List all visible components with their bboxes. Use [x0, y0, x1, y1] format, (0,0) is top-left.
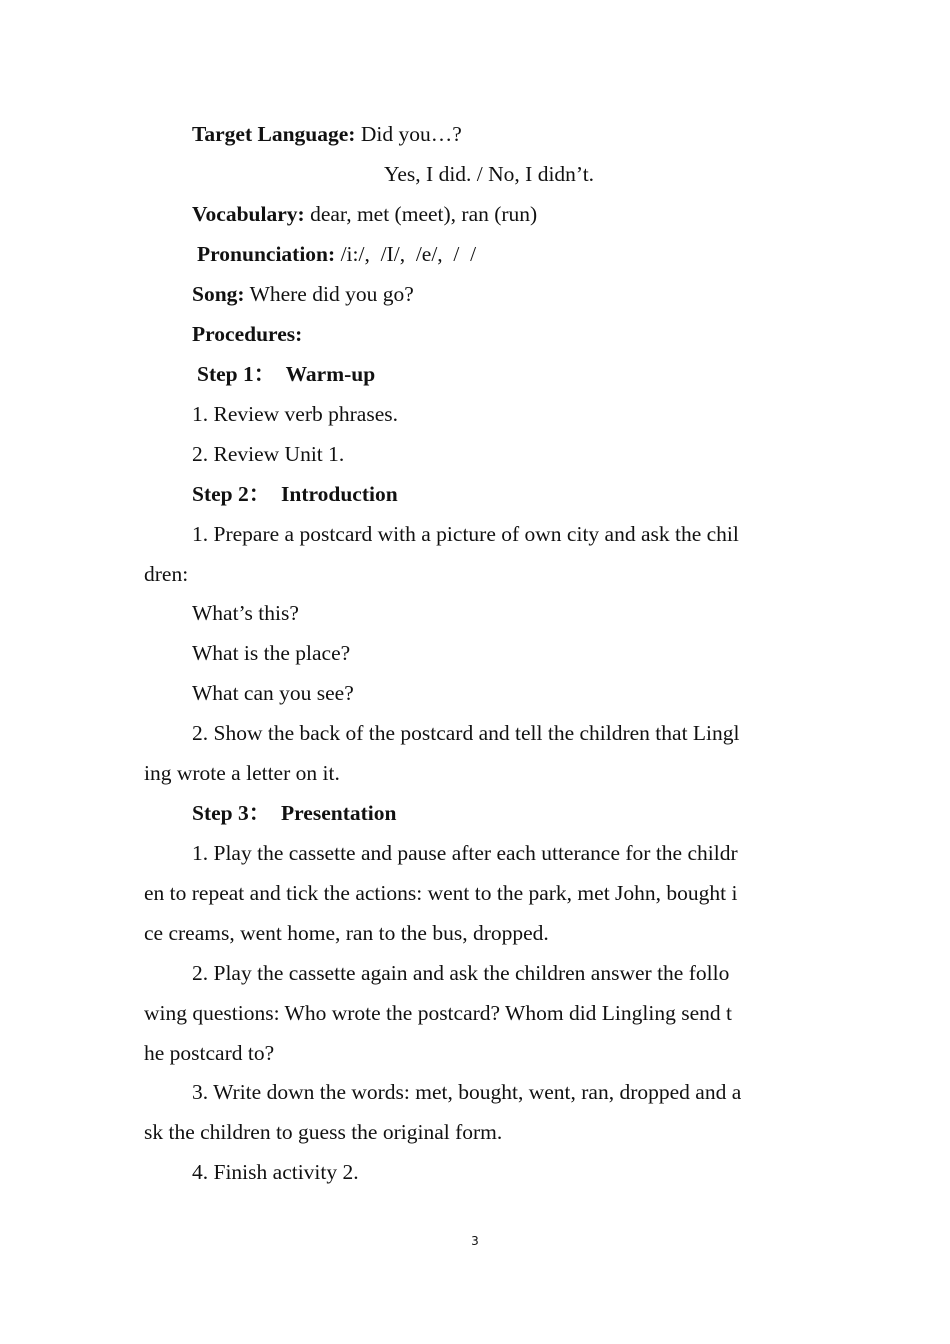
target-language-label: Target Language:	[192, 122, 356, 146]
vocabulary-text: dear, met (meet), ran (run)	[304, 202, 538, 226]
pronunciation-label: Pronunciation:	[197, 242, 336, 266]
step2-question: What is the place?	[192, 641, 351, 665]
procedures-heading: Procedures:	[192, 322, 303, 346]
song-line	[192, 282, 414, 306]
target-language-line	[192, 122, 462, 146]
step3-item1-line: ce creams, went home, ran to the bus, dropped.	[144, 921, 549, 945]
step3-item3-line: 3. Write down the words: met, bought, went, ran, dropped and a	[192, 1080, 742, 1104]
step1-item: 2. Review Unit 1.	[192, 442, 345, 466]
step3-item2-line: 2. Play the cassette again and ask the children answer the follo	[192, 961, 730, 985]
step1-heading: Step 1： Warm-up	[197, 362, 376, 386]
step2-item2-line: ing wrote a letter on it.	[144, 761, 340, 785]
pronunciation-text: /i:/, /I/, /e/, / /	[335, 242, 477, 266]
vocabulary-line	[192, 202, 537, 226]
step3-item2-line: he postcard to?	[144, 1041, 275, 1065]
step2-question: What’s this?	[192, 601, 299, 625]
target-language-text: Did you…?	[355, 122, 462, 146]
step2-item1-line: dren:	[144, 562, 189, 586]
step2-item2-line: 2. Show the back of the postcard and tell the children that Lingl	[192, 721, 740, 745]
target-language-answer: Yes, I did. / No, I didn’t.	[384, 162, 595, 186]
pronunciation-line	[197, 242, 476, 266]
page-number: 3	[471, 1234, 479, 1248]
step3-item2-line: wing questions: Who wrote the postcard? Whom did Lingling send t	[144, 1001, 732, 1025]
step2-question: What can you see?	[192, 681, 354, 705]
step1-item: 1. Review verb phrases.	[192, 402, 398, 426]
vocabulary-label: Vocabulary:	[192, 202, 305, 226]
step2-item1-line: 1. Prepare a postcard with a picture of own city and ask the chil	[192, 522, 739, 546]
step3-heading: Step 3： Presentation	[192, 801, 397, 825]
song-text: Where did you go?	[244, 282, 414, 306]
step3-item4: 4. Finish activity 2.	[192, 1160, 359, 1184]
step3-item3-line: sk the children to guess the original form.	[144, 1120, 503, 1144]
step3-item1-line: 1. Play the cassette and pause after each utterance for the childr	[192, 841, 738, 865]
step3-item1-line: en to repeat and tick the actions: went to the park, met John, bought i	[144, 881, 738, 905]
song-label: Song:	[192, 282, 245, 306]
step2-heading: Step 2： Introduction	[192, 482, 398, 506]
